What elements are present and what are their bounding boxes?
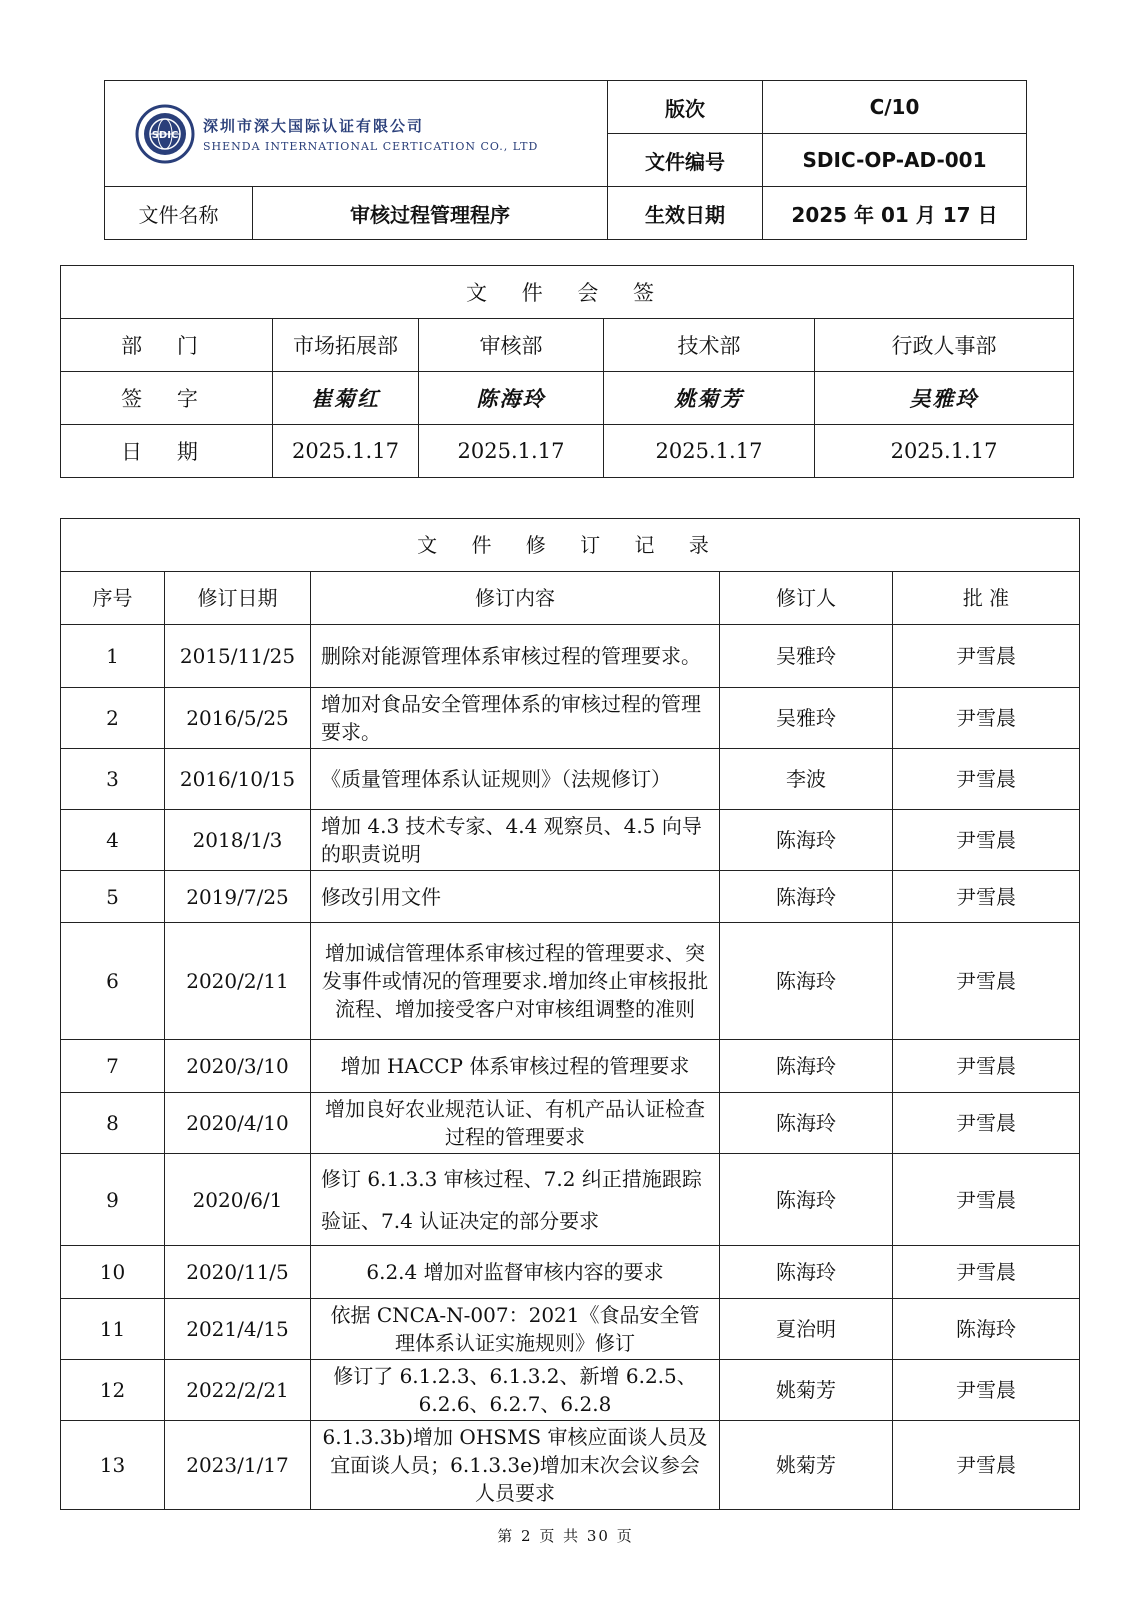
dept-cell: 审核部 xyxy=(419,319,604,372)
row-approver: 尹雪晨 xyxy=(893,1040,1080,1093)
row-approver: 尹雪晨 xyxy=(893,871,1080,923)
page-number-footer: 第 2 页 共 30 页 xyxy=(497,1527,634,1545)
row-reviser: 李波 xyxy=(720,749,893,810)
revision-record-table xyxy=(60,518,1080,1510)
signoff-title: 文 件 会 签 xyxy=(61,266,1074,319)
row-date: 2020/2/11 xyxy=(165,923,311,1040)
row-no: 12 xyxy=(61,1360,165,1421)
row-content: 修改引用文件 xyxy=(311,871,720,923)
version-label: 版次 xyxy=(608,81,763,134)
row-approver: 陈海玲 xyxy=(893,1299,1080,1360)
row-date: 2016/10/15 xyxy=(165,749,311,810)
company-logo-cell xyxy=(105,81,608,187)
sign-date-cell: 2025.1.17 xyxy=(604,425,815,478)
row-reviser: 姚菊芳 xyxy=(720,1360,893,1421)
table-row xyxy=(61,1421,1080,1510)
doc-name-label: 文件名称 xyxy=(105,187,253,240)
row-no: 2 xyxy=(61,688,165,749)
row-content: 删除对能源管理体系审核过程的管理要求。 xyxy=(311,625,720,688)
row-reviser: 陈海玲 xyxy=(720,810,893,871)
row-no: 8 xyxy=(61,1093,165,1154)
row-no: 7 xyxy=(61,1040,165,1093)
effective-date-value: 2025 年 01 月 17 日 xyxy=(763,187,1027,240)
sign-row-label: 签 字 xyxy=(61,372,273,425)
version-value: C/10 xyxy=(763,81,1027,134)
dept-cell: 技术部 xyxy=(604,319,815,372)
table-row xyxy=(61,1093,1080,1154)
handwritten-signature: 吴雅玲 xyxy=(815,372,1074,425)
sign-date-cell: 2025.1.17 xyxy=(815,425,1074,478)
row-reviser: 陈海玲 xyxy=(720,1040,893,1093)
table-row xyxy=(61,1246,1080,1299)
revision-title: 文 件 修 订 记 录 xyxy=(61,519,1080,572)
row-approver: 尹雪晨 xyxy=(893,1154,1080,1246)
row-approver: 尹雪晨 xyxy=(893,810,1080,871)
row-content: 增加 HACCP 体系审核过程的管理要求 xyxy=(311,1040,720,1093)
row-date: 2019/7/25 xyxy=(165,871,311,923)
row-content: 6.1.3.3b)增加 OHSMS 审核应面谈人员及宜面谈人员；6.1.3.3e)增加末次会议参会人员要求 xyxy=(311,1421,720,1510)
row-no: 6 xyxy=(61,923,165,1040)
company-logo-icon xyxy=(135,104,195,164)
row-content: 增加诚信管理体系审核过程的管理要求、突发事件或情况的管理要求.增加终止审核报批流程、增加接受客户对审核组调整的准则 xyxy=(311,923,720,1040)
table-row xyxy=(61,923,1080,1040)
col-header-date: 修订日期 xyxy=(165,572,311,625)
handwritten-signature: 姚菊芳 xyxy=(604,372,815,425)
dept-cell: 市场拓展部 xyxy=(273,319,419,372)
row-reviser: 陈海玲 xyxy=(720,923,893,1040)
row-date: 2016/5/25 xyxy=(165,688,311,749)
row-date: 2022/2/21 xyxy=(165,1360,311,1421)
row-content: 增加良好农业规范认证、有机产品认证检查过程的管理要求 xyxy=(311,1093,720,1154)
col-header-content: 修订内容 xyxy=(311,572,720,625)
row-content: 依据 CNCA-N-007：2021《食品安全管理体系认证实施规则》修订 xyxy=(311,1299,720,1360)
table-row xyxy=(61,688,1080,749)
col-header-approver: 批 准 xyxy=(893,572,1080,625)
doc-number-label: 文件编号 xyxy=(608,134,763,187)
row-content: 修订 6.1.3.3 审核过程、7.2 纠正措施跟踪验证、7.4 认证决定的部分要求 xyxy=(311,1154,720,1246)
row-date: 2020/4/10 xyxy=(165,1093,311,1154)
row-no: 4 xyxy=(61,810,165,871)
row-no: 1 xyxy=(61,625,165,688)
row-no: 9 xyxy=(61,1154,165,1246)
table-row xyxy=(61,871,1080,923)
row-date: 2021/4/15 xyxy=(165,1299,311,1360)
table-row xyxy=(61,810,1080,871)
table-row xyxy=(61,749,1080,810)
row-approver: 尹雪晨 xyxy=(893,1093,1080,1154)
sign-date-cell: 2025.1.17 xyxy=(419,425,604,478)
row-approver: 尹雪晨 xyxy=(893,1246,1080,1299)
table-row xyxy=(61,1299,1080,1360)
company-name-en: SHENDA INTERNATIONAL CERTICATION CO., LTD xyxy=(203,139,539,153)
row-date: 2018/1/3 xyxy=(165,810,311,871)
row-content: 修订了 6.1.2.3、6.1.3.2、新增 6.2.5、6.2.6、6.2.7、6.2.8 xyxy=(311,1360,720,1421)
row-approver: 尹雪晨 xyxy=(893,923,1080,1040)
row-approver: 尹雪晨 xyxy=(893,749,1080,810)
row-no: 11 xyxy=(61,1299,165,1360)
table-row xyxy=(61,625,1080,688)
row-reviser: 吴雅玲 xyxy=(720,688,893,749)
logo-text: SDIC xyxy=(151,129,179,141)
doc-number-value: SDIC-OP-AD-001 xyxy=(763,134,1027,187)
row-date: 2020/6/1 xyxy=(165,1154,311,1246)
effective-date-label: 生效日期 xyxy=(608,187,763,240)
row-approver: 尹雪晨 xyxy=(893,688,1080,749)
row-date: 2015/11/25 xyxy=(165,625,311,688)
handwritten-signature: 陈海玲 xyxy=(419,372,604,425)
row-reviser: 陈海玲 xyxy=(720,1246,893,1299)
company-name-cn: 深圳市深大国际认证有限公司 xyxy=(203,116,425,135)
row-date: 2023/1/17 xyxy=(165,1421,311,1510)
table-row xyxy=(61,1154,1080,1246)
col-header-no: 序号 xyxy=(61,572,165,625)
signoff-table xyxy=(60,265,1074,478)
dept-cell: 行政人事部 xyxy=(815,319,1074,372)
row-approver: 尹雪晨 xyxy=(893,1421,1080,1510)
row-reviser: 吴雅玲 xyxy=(720,625,893,688)
document-header-table xyxy=(104,80,1027,240)
row-content: 增加 4.3 技术专家、4.4 观察员、4.5 向导的职责说明 xyxy=(311,810,720,871)
row-reviser: 夏治明 xyxy=(720,1299,893,1360)
date-row-label: 日 期 xyxy=(61,425,273,478)
row-reviser: 陈海玲 xyxy=(720,871,893,923)
row-content: 6.2.4 增加对监督审核内容的要求 xyxy=(311,1246,720,1299)
doc-name-value: 审核过程管理程序 xyxy=(253,187,608,240)
table-row xyxy=(61,1040,1080,1093)
row-no: 10 xyxy=(61,1246,165,1299)
row-no: 5 xyxy=(61,871,165,923)
row-date: 2020/11/5 xyxy=(165,1246,311,1299)
dept-row-label: 部 门 xyxy=(61,319,273,372)
row-reviser: 陈海玲 xyxy=(720,1154,893,1246)
handwritten-signature: 崔菊红 xyxy=(273,372,419,425)
table-row xyxy=(61,1360,1080,1421)
row-content: 《质量管理体系认证规则》（法规修订） xyxy=(311,749,720,810)
row-reviser: 姚菊芳 xyxy=(720,1421,893,1510)
row-approver: 尹雪晨 xyxy=(893,1360,1080,1421)
col-header-reviser: 修订人 xyxy=(720,572,893,625)
row-reviser: 陈海玲 xyxy=(720,1093,893,1154)
row-no: 13 xyxy=(61,1421,165,1510)
row-date: 2020/3/10 xyxy=(165,1040,311,1093)
row-no: 3 xyxy=(61,749,165,810)
row-approver: 尹雪晨 xyxy=(893,625,1080,688)
row-content: 增加对食品安全管理体系的审核过程的管理要求。 xyxy=(311,688,720,749)
sign-date-cell: 2025.1.17 xyxy=(273,425,419,478)
